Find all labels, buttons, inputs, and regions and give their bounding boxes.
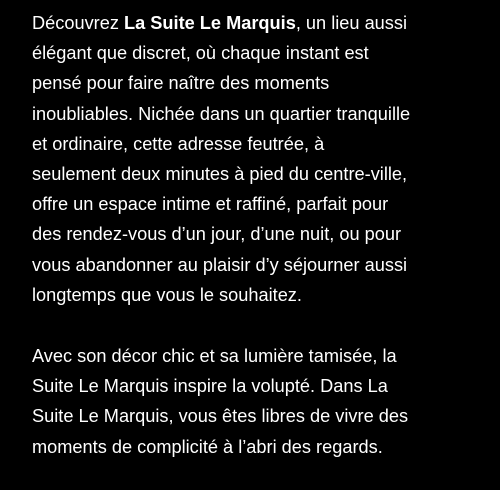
paragraph-intro-line-5: et ordinaire, cette adresse feutrée, à (32, 133, 325, 154)
venue-name: La Suite Le Marquis (124, 13, 296, 33)
intro-lead-text: Découvrez (32, 13, 124, 33)
paragraph-decor-line-2: Suite Le Marquis inspire la volupté. Dans La (32, 376, 388, 397)
description-text (32, 8, 482, 462)
paragraph-intro (32, 8, 482, 310)
intro-trailing-text: , un lieu aussi (295, 13, 408, 33)
paragraph-intro-line-7: offre un espace intime et raffiné, parfait pour (32, 194, 389, 215)
paragraph-intro-line-6: seulement deux minutes à pied du centre-ville, (32, 164, 408, 185)
paragraph-intro-line-10: longtemps que vous le souhaitez. (32, 284, 302, 305)
paragraph-intro-line-8: des rendez-vous d’un jour, d’une nuit, ou pour (32, 224, 402, 245)
paragraph-decor-line-4: moments de complicité à l’abri des regards. (32, 436, 383, 457)
paragraph-intro-line-4: inoubliables. Nichée dans un quartier tranquille (32, 103, 411, 124)
paragraph-intro-line-1 (32, 8, 482, 38)
paragraph-decor-line-1: Avec son décor chic et sa lumière tamisée, la (32, 346, 397, 367)
paragraph-intro-line-2: élégant que discret, où chaque instant est (32, 43, 369, 64)
paragraph-decor-line-3: Suite Le Marquis, vous êtes libres de vivre des (32, 406, 409, 427)
paragraph-intro-line-9: vous abandonner au plaisir d’y séjourner aussi (32, 254, 408, 275)
paragraph-decor (32, 341, 482, 462)
paragraph-intro-line-3: pensé pour faire naître des moments (32, 73, 330, 94)
